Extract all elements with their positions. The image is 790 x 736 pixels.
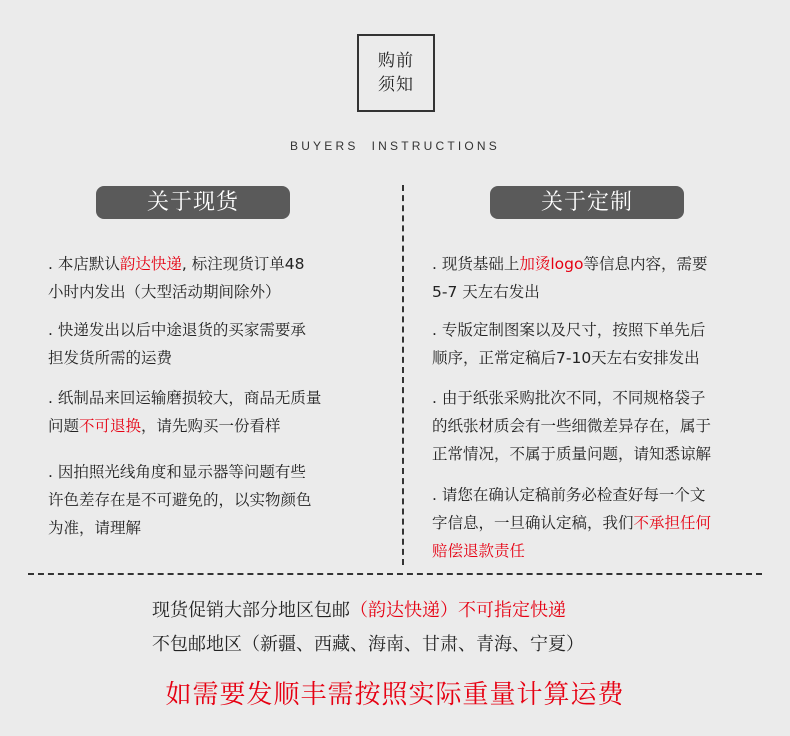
note-text: 顺序，正常定稿后7-10天左右安排发出 (432, 349, 700, 367)
title-line-1: 购前 (378, 51, 414, 71)
note-text: 问题 (48, 417, 80, 435)
note-line (432, 440, 711, 468)
shipping-note-courier: （韵达快递）不可指定快递 (350, 600, 566, 621)
left-note-4 (48, 458, 312, 542)
note-line (48, 316, 306, 344)
note-text: , 标注现货订单48 (181, 255, 305, 273)
note-line (432, 412, 711, 440)
excluded-regions: 不包邮地区（新疆、西藏、海南、甘肃、青海、宁夏） (152, 634, 584, 655)
note-text: . 由于纸张采购批次不同，不同规格袋子 (432, 389, 706, 407)
subtitle: BUYERS INSTRUCTIONS (289, 139, 500, 153)
note-text: . 专版定制图案以及尺寸，按照下单先后 (432, 321, 706, 339)
note-line (432, 250, 708, 278)
note-line (432, 509, 711, 537)
note-text: 许色差存在是不可避免的，以实物颜色 (48, 491, 312, 509)
right-note-2 (432, 316, 705, 372)
note-text: 5-7 天左右发出 (432, 283, 540, 301)
note-text: 等信息内容，需要 (583, 255, 708, 273)
vertical-divider (402, 185, 404, 565)
right-note-4 (432, 481, 711, 565)
note-line (432, 537, 711, 565)
note-text: 字信息，一旦确认定稿，我们 (432, 514, 634, 532)
note-line (432, 278, 708, 306)
note-line (48, 344, 306, 372)
title-line-2: 须知 (378, 75, 414, 95)
note-text: 为准，请理解 (48, 519, 142, 537)
note-text: . 纸制品来回运输磨损较大，商品无质量 (48, 389, 322, 407)
note-line (432, 344, 705, 372)
right-note-3 (432, 384, 711, 468)
note-line (48, 458, 312, 486)
note-line (48, 514, 312, 542)
note-line (48, 278, 304, 306)
note-line (432, 384, 711, 412)
shipping-note-main: 现货促销大部分地区包邮 (152, 600, 350, 621)
note-text: . 现货基础上 (432, 255, 520, 273)
highlight-text: 加烫logo (519, 255, 584, 273)
note-text: 小时内发出（大型活动期间除外） (48, 283, 281, 301)
note-text: 的纸张材质会有一些细微差异存在，属于 (432, 417, 712, 435)
note-line (432, 481, 711, 509)
note-line (48, 412, 321, 440)
note-text: 担发货所需的运费 (48, 349, 173, 367)
highlight-text: 不承担任何 (633, 514, 712, 532)
highlight-text: 赔偿退款责任 (432, 542, 526, 560)
note-line (48, 384, 321, 412)
sf-express-note: 如需要发顺丰需按照实际重量计算运费 (165, 680, 625, 710)
note-text: 正常情况，不属于质量问题，请知悉谅解 (432, 445, 712, 463)
left-note-1 (48, 250, 304, 306)
title-box (357, 34, 435, 112)
note-line (48, 250, 304, 278)
note-line (48, 486, 312, 514)
note-text: . 本店默认 (48, 255, 120, 273)
highlight-text: 不可退换 (79, 417, 142, 435)
note-text: . 请您在确认定稿前务必检查好每一个文 (432, 486, 706, 504)
right-note-1 (432, 250, 708, 306)
note-line (432, 316, 705, 344)
horizontal-divider (28, 573, 762, 575)
highlight-text: 韵达快递 (119, 255, 182, 273)
custom-heading: 关于定制 (490, 186, 684, 219)
left-note-2 (48, 316, 306, 372)
shipping-note (152, 596, 566, 622)
left-note-3 (48, 384, 321, 440)
note-text: . 因拍照光线角度和显示器等问题有些 (48, 463, 306, 481)
in-stock-heading: 关于现货 (96, 186, 290, 219)
note-text: . 快递发出以后中途退货的买家需要承 (48, 321, 306, 339)
note-text: ，请先购买一份看样 (141, 417, 281, 435)
